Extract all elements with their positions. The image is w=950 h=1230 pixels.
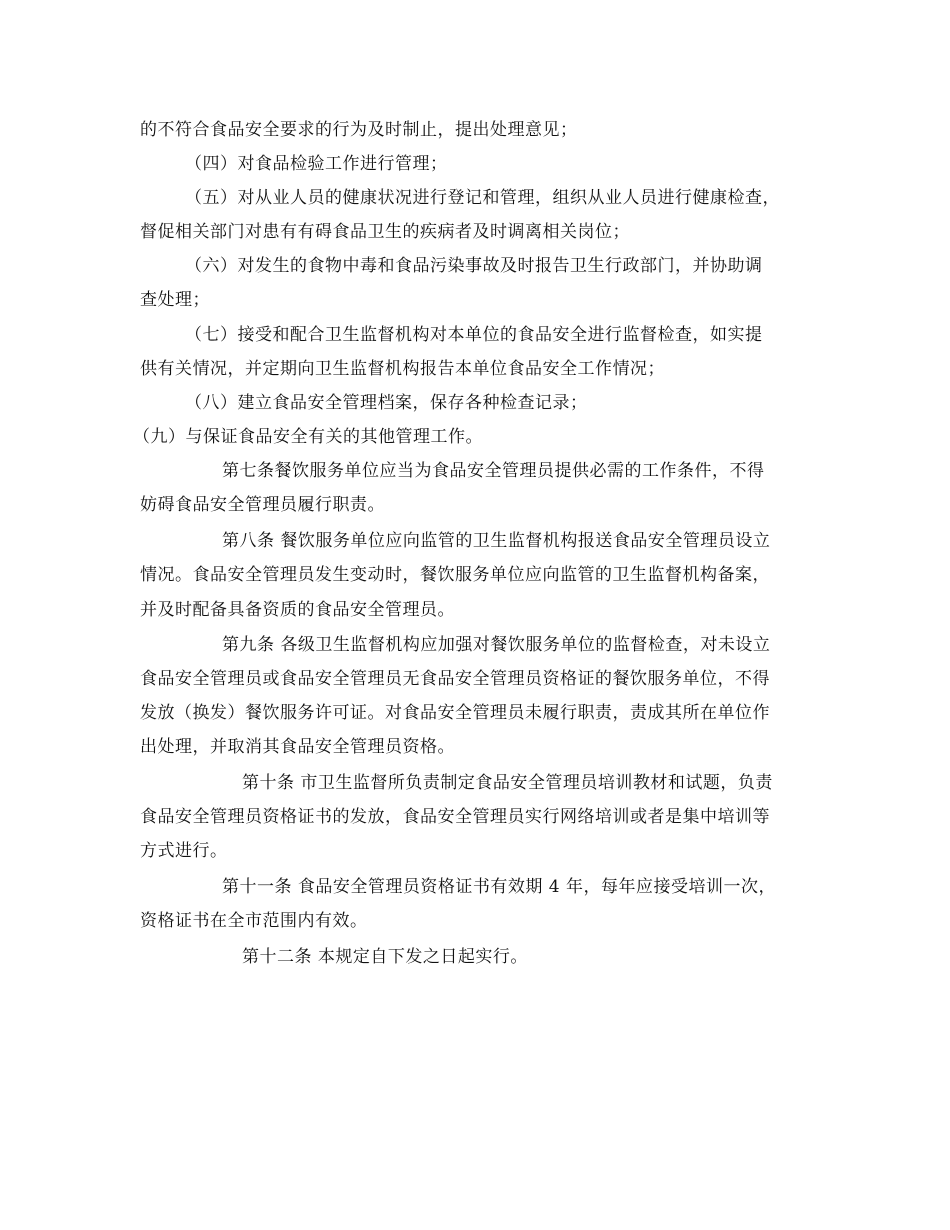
text-line-16: 第九条 各级卫生监督机构应加强对餐饮服务单位的监督检查，对未设立 [222, 635, 771, 655]
text-line-12: 妨碍食品安全管理员履行职责。 [140, 495, 385, 515]
text-line-8: 供有关情况，并定期向卫生监督机构报告本单位食品安全工作情况； [140, 359, 665, 379]
text-line-6: 查处理； [140, 290, 210, 310]
text-line-22: 方式进行。 [140, 841, 228, 861]
text-line-15: 并及时配备具备资质的食品安全管理员。 [140, 600, 455, 620]
text-line-5: （六）对发生的食物中毒和食品污染事故及时报告卫生行政部门，并协助调 [185, 256, 763, 276]
text-line-17: 食品安全管理员或食品安全管理员无食品安全管理员资格证的餐饮服务单位，不得 [140, 669, 770, 689]
text-line-13: 第八条 餐饮服务单位应向监管的卫生监督机构报送食品安全管理员设立 [222, 531, 771, 551]
text-line-20: 第十条 市卫生监督所负责制定食品安全管理员培训教材和试题，负责 [242, 773, 773, 793]
text-line-19: 出处理，并取消其食品安全管理员资格。 [140, 737, 455, 757]
text-line-3: （五）对从业人员的健康状况进行登记和管理，组织从业人员进行健康检查， [185, 188, 780, 208]
text-line-25: 第十二条 本规定自下发之日起实行。 [242, 947, 528, 967]
text-line-10: （九）与保证食品安全有关的其他管理工作。 [133, 427, 483, 447]
text-line-24: 资格证书在全市范围内有效。 [140, 911, 368, 931]
text-line-1: 的不符合食品安全要求的行为及时制止，提出处理意见； [140, 120, 578, 140]
text-line-21: 食品安全管理员资格证书的发放，食品安全管理员实行网络培训或者是集中培训等 [140, 807, 770, 827]
text-line-18: 发放（换发）餐饮服务许可证。对食品安全管理员未履行职责，责成其所在单位作 [140, 703, 770, 723]
text-line-4: 督促相关部门对患有有碍食品卫生的疾病者及时调离相关岗位； [140, 222, 630, 242]
text-line-2: （四）对食品检验工作进行管理； [185, 154, 448, 174]
text-line-14: 情况。食品安全管理员发生变动时，餐饮服务单位应向监管的卫生监督机构备案， [140, 565, 770, 585]
text-line-7: （七）接受和配合卫生监督机构对本单位的食品安全进行监督检查，如实提 [185, 325, 763, 345]
text-line-9: （八）建立食品安全管理档案，保存各种检查记录； [185, 393, 588, 413]
text-line-23: 第十一条 食品安全管理员资格证书有效期 4 年，每年应接受培训一次， [222, 877, 777, 897]
text-line-11: 第七条餐饮服务单位应当为食品安全管理员提供必需的工作条件，不得 [222, 461, 765, 481]
